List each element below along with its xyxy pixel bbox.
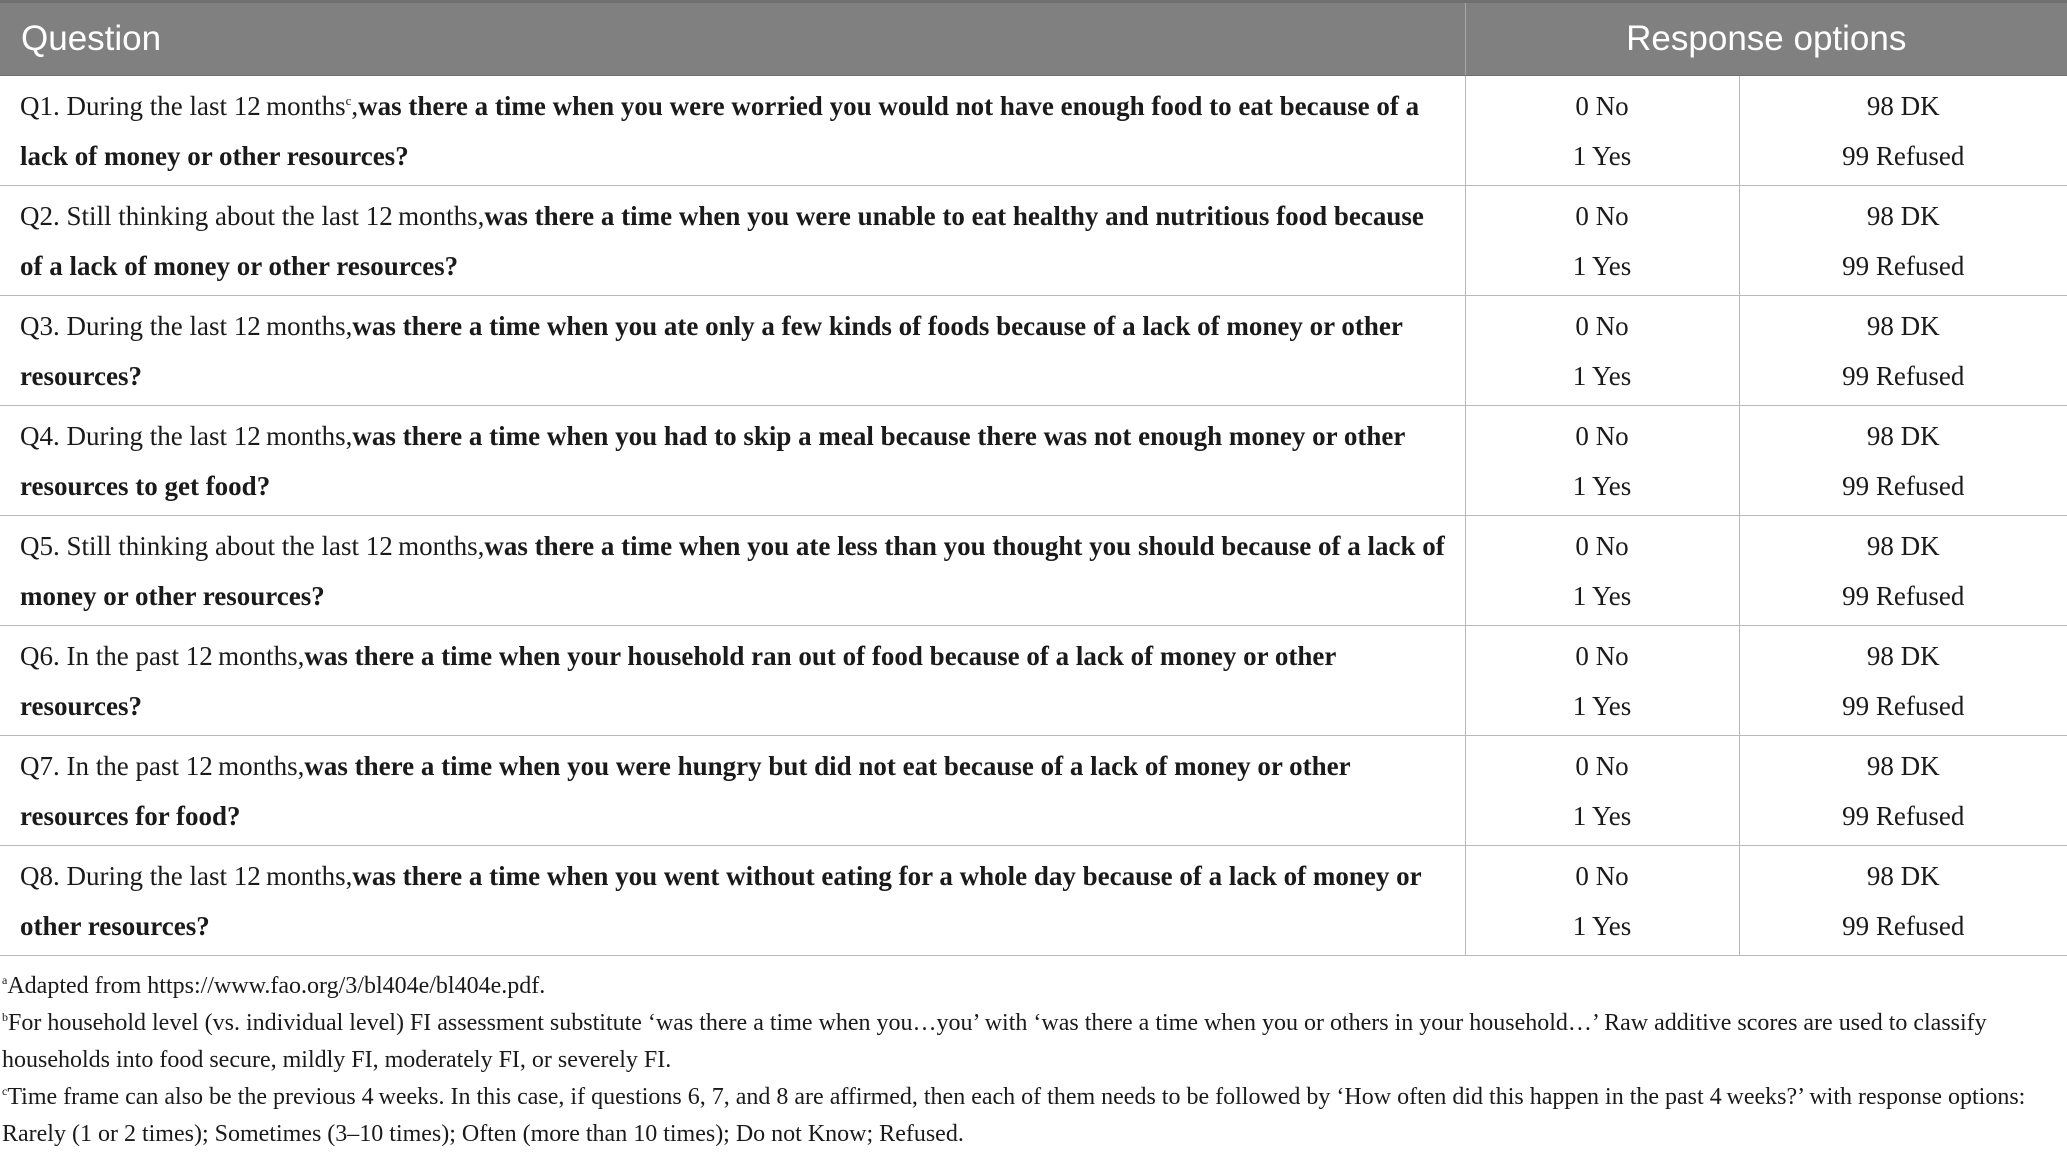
footnote-b bbox=[2, 1005, 2067, 1079]
table-row bbox=[0, 516, 2067, 626]
option-refused: 99 Refused bbox=[1842, 471, 1965, 501]
option-yes: 1 Yes bbox=[1572, 251, 1632, 281]
option-no: 0 No bbox=[1575, 641, 1629, 671]
question-lead: Q5. Still thinking about the last 12 months, bbox=[20, 531, 485, 561]
question-separator: , bbox=[351, 91, 359, 121]
footnote-mark: a bbox=[2, 973, 8, 987]
option-dk: 98 DK bbox=[1866, 91, 1940, 121]
option-dk: 98 DK bbox=[1866, 861, 1940, 891]
option-dk: 98 DK bbox=[1866, 201, 1940, 231]
response-options-left bbox=[1465, 626, 1739, 736]
question-cell bbox=[0, 186, 1465, 296]
question-lead: Q8. During the last 12 months, bbox=[20, 861, 353, 891]
footnote-text: Adapted from https://www.fao.org/3/bl404e/bl404e.pdf. bbox=[7, 973, 546, 999]
question-text: was there a time when you ate less than you thought you should because of a lack of money or other resources? bbox=[20, 531, 1445, 611]
table-row bbox=[0, 296, 2067, 406]
footnote-mark: c bbox=[2, 1084, 8, 1098]
question-lead: Q6. In the past 12 months, bbox=[20, 641, 305, 671]
question-lead: Q1. During the last 12 months bbox=[20, 91, 346, 121]
header-response-options: Response options bbox=[1465, 2, 2067, 76]
question-text: was there a time when you had to skip a meal because there was not enough money or other resources to get food? bbox=[20, 421, 1405, 501]
response-options-right bbox=[1739, 186, 2067, 296]
option-dk: 98 DK bbox=[1866, 751, 1940, 781]
option-no: 0 No bbox=[1575, 91, 1629, 121]
response-options-right bbox=[1739, 296, 2067, 406]
response-options-right bbox=[1739, 76, 2067, 186]
response-options-left bbox=[1465, 846, 1739, 956]
option-no: 0 No bbox=[1575, 531, 1629, 561]
option-refused: 99 Refused bbox=[1842, 251, 1965, 281]
question-text: was there a time when you were worried you would not have enough food to eat because of a lack of money or other resources? bbox=[20, 91, 1420, 171]
question-text: was there a time when your household ran out of food because of a lack of money or other resources? bbox=[20, 641, 1336, 721]
table-row bbox=[0, 626, 2067, 736]
table-row bbox=[0, 846, 2067, 956]
table-header-row bbox=[0, 2, 2067, 76]
option-yes: 1 Yes bbox=[1572, 141, 1632, 171]
table-row bbox=[0, 406, 2067, 516]
table-row bbox=[0, 76, 2067, 186]
question-text: was there a time when you ate only a few kinds of foods because of a lack of money or other resources? bbox=[20, 311, 1403, 391]
question-cell bbox=[0, 736, 1465, 846]
response-options-left bbox=[1465, 296, 1739, 406]
option-refused: 99 Refused bbox=[1842, 361, 1965, 391]
footnote-marker: c bbox=[345, 93, 352, 108]
option-yes: 1 Yes bbox=[1572, 691, 1632, 721]
response-options-left bbox=[1465, 736, 1739, 846]
option-refused: 99 Refused bbox=[1842, 911, 1965, 941]
option-refused: 99 Refused bbox=[1842, 801, 1965, 831]
option-dk: 98 DK bbox=[1866, 531, 1940, 561]
question-cell bbox=[0, 296, 1465, 406]
question-text: was there a time when you went without eating for a whole day because of a lack of money or other resources? bbox=[20, 861, 1422, 941]
table-footnotes bbox=[0, 968, 2067, 1153]
header-question: Question bbox=[0, 2, 1465, 76]
question-cell bbox=[0, 76, 1465, 186]
option-refused: 99 Refused bbox=[1842, 141, 1965, 171]
option-no: 0 No bbox=[1575, 861, 1629, 891]
response-options-right bbox=[1739, 846, 2067, 956]
footnote-text: For household level (vs. individual level) FI assessment substitute ‘was there a time when you…you’ with ‘was there a time when you or others in your household…’ Raw additive scores are used to classify households into food secure, mildly FI, moderately FI, or severely FI. bbox=[2, 1010, 1987, 1073]
option-dk: 98 DK bbox=[1866, 641, 1940, 671]
question-lead: Q4. During the last 12 months, bbox=[20, 421, 353, 451]
question-cell bbox=[0, 626, 1465, 736]
footnote-text: Time frame can also be the previous 4 weeks. In this case, if questions 6, 7, and 8 are affirmed, then each of them needs to be followed by ‘How often did this happen in the past 4 weeks?’ with response options: Rarely (1 or 2 times); Sometimes (3–10 times); Often (more than 10 times); Do not Know; Refused. bbox=[2, 1084, 2026, 1147]
question-cell bbox=[0, 516, 1465, 626]
option-no: 0 No bbox=[1575, 421, 1629, 451]
question-cell bbox=[0, 846, 1465, 956]
option-refused: 99 Refused bbox=[1842, 581, 1965, 611]
option-no: 0 No bbox=[1575, 751, 1629, 781]
table-row bbox=[0, 186, 2067, 296]
footnote-a bbox=[2, 968, 2067, 1005]
footnote-mark: b bbox=[2, 1010, 8, 1024]
response-options-left bbox=[1465, 186, 1739, 296]
response-options-left bbox=[1465, 516, 1739, 626]
option-no: 0 No bbox=[1575, 201, 1629, 231]
response-options-left bbox=[1465, 406, 1739, 516]
question-cell bbox=[0, 406, 1465, 516]
option-dk: 98 DK bbox=[1866, 421, 1940, 451]
option-dk: 98 DK bbox=[1866, 311, 1940, 341]
option-yes: 1 Yes bbox=[1572, 581, 1632, 611]
question-text: was there a time when you were unable to eat healthy and nutritious food because of a lack of money or other resources? bbox=[20, 201, 1424, 281]
question-lead: Q7. In the past 12 months, bbox=[20, 751, 305, 781]
response-options-left bbox=[1465, 76, 1739, 186]
response-options-right bbox=[1739, 406, 2067, 516]
response-options-right bbox=[1739, 626, 2067, 736]
option-yes: 1 Yes bbox=[1572, 801, 1632, 831]
response-options-right bbox=[1739, 736, 2067, 846]
footnote-c bbox=[2, 1079, 2067, 1153]
option-yes: 1 Yes bbox=[1572, 911, 1632, 941]
option-yes: 1 Yes bbox=[1572, 471, 1632, 501]
table-row bbox=[0, 736, 2067, 846]
question-text: was there a time when you were hungry but did not eat because of a lack of money or other resources for food? bbox=[20, 751, 1351, 831]
question-lead: Q3. During the last 12 months, bbox=[20, 311, 353, 341]
question-lead: Q2. Still thinking about the last 12 months, bbox=[20, 201, 485, 231]
option-no: 0 No bbox=[1575, 311, 1629, 341]
option-yes: 1 Yes bbox=[1572, 361, 1632, 391]
response-options-right bbox=[1739, 516, 2067, 626]
option-refused: 99 Refused bbox=[1842, 691, 1965, 721]
